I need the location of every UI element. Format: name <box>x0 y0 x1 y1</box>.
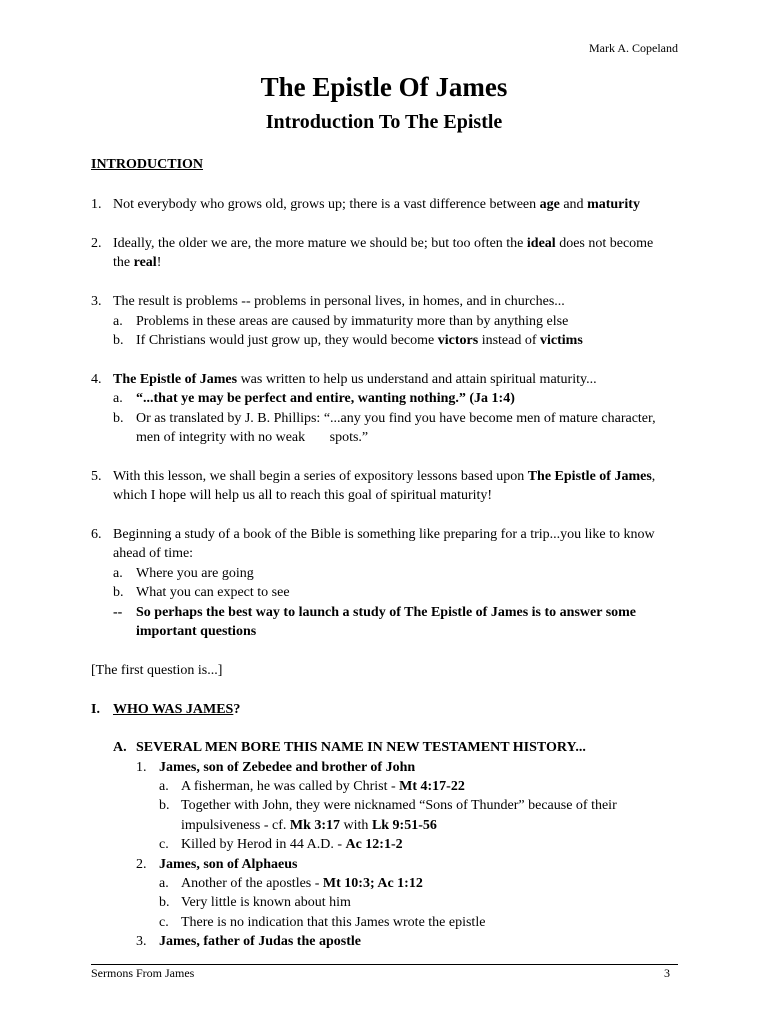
point-detail: There is no indication that this James wrote the epistle <box>181 915 486 930</box>
page-subtitle: Introduction To The Epistle <box>265 111 503 133</box>
page-number: 3 <box>664 966 670 980</box>
footer-title: Sermons From James <box>91 966 195 980</box>
sub-label: a. <box>159 779 169 794</box>
item-number: 6. <box>91 527 102 542</box>
intro-item-6b: What you can expect to see <box>136 585 290 600</box>
point-detail: Very little is known about him <box>181 895 351 910</box>
intro-item-6-dash-cont: important questions <box>136 624 257 639</box>
intro-item-6-dash: So perhaps the best way to launch a study of The Epistle of James is to answer some <box>136 605 637 620</box>
intro-item-3a: Problems in these areas are caused by immaturity more than by anything else <box>136 314 569 329</box>
point-detail: Killed by Herod in 44 A.D. - Ac 12:1-2 <box>181 837 403 852</box>
point-detail: Together with John, they were nicknamed “Sons of Thunder” because of their <box>181 798 617 813</box>
introduction-heading: INTRODUCTION <box>91 157 204 172</box>
sub-label: a. <box>113 314 123 329</box>
intro-item-6a: Where you are going <box>136 566 254 581</box>
footer-divider <box>91 964 678 965</box>
intro-item-4b: Or as translated by J. B. Phillips: “...any you find you have become men of mature character, <box>136 411 656 426</box>
subsection-heading: SEVERAL MEN BORE THIS NAME IN NEW TESTAMENT HISTORY... <box>136 740 586 755</box>
scripture-quote: “...that ye may be perfect and entire, wanting nothing.” (Ja 1:4) <box>136 391 515 406</box>
sub-label: a. <box>113 566 123 581</box>
intro-item-3: The result is problems -- problems in personal lives, in homes, and in churches... <box>113 294 565 309</box>
point-number: 2. <box>136 857 147 872</box>
sub-label: a. <box>113 391 123 406</box>
sub-label: -- <box>113 605 123 620</box>
sub-label: c. <box>159 915 169 930</box>
page-title: The Epistle Of James <box>260 72 508 102</box>
subsection-label: A. <box>113 740 127 755</box>
item-number: 2. <box>91 236 102 251</box>
intro-item-2: Ideally, the older we are, the more mature we should be; but too often the ideal does not become <box>113 236 654 251</box>
point-number: 3. <box>136 934 147 949</box>
section-number: I. <box>91 702 100 717</box>
point-heading: James, father of Judas the apostle <box>159 934 361 949</box>
sub-label: b. <box>159 895 170 910</box>
intro-item-5-cont: which I hope will help us all to reach this goal of spiritual maturity! <box>113 488 493 503</box>
sub-label: a. <box>159 876 169 891</box>
intro-item-4: The Epistle of James was written to help us understand and attain spiritual maturity... <box>113 372 597 387</box>
point-heading: James, son of Zebedee and brother of John <box>159 760 416 775</box>
intro-item-5: With this lesson, we shall begin a series of expository lessons based upon The Epistle of James, <box>113 469 656 484</box>
sub-label: c. <box>159 837 169 852</box>
item-number: 5. <box>91 469 102 484</box>
intro-item-3b: If Christians would just grow up, they would become victors instead of victims <box>136 333 583 348</box>
sub-label: b. <box>113 411 124 426</box>
item-number: 3. <box>91 294 102 309</box>
section-heading: WHO WAS JAMES? <box>113 702 241 717</box>
sub-label: b. <box>159 798 170 813</box>
point-heading: James, son of Alphaeus <box>159 857 298 872</box>
transition-note: [The first question is...] <box>91 663 223 678</box>
point-detail-cont: impulsiveness - cf. Mk 3:17 with Lk 9:51-56 <box>181 818 437 833</box>
intro-item-4b-cont: men of integrity with no weak spots.” <box>136 430 369 445</box>
point-detail: A fisherman, he was called by Christ - Mt 4:17-22 <box>181 779 465 794</box>
intro-item-1: Not everybody who grows old, grows up; there is a vast difference between age and maturity <box>113 197 640 212</box>
sub-label: b. <box>113 333 124 348</box>
item-number: 1. <box>91 197 102 212</box>
intro-item-6-cont: ahead of time: <box>113 546 194 561</box>
author-name: Mark A. Copeland <box>589 41 678 55</box>
item-number: 4. <box>91 372 102 387</box>
point-number: 1. <box>136 760 147 775</box>
point-detail: Another of the apostles - Mt 10:3; Ac 1:12 <box>181 876 423 891</box>
intro-item-6: Beginning a study of a book of the Bible is something like preparing for a trip...you like to know <box>113 527 655 542</box>
sub-label: b. <box>113 585 124 600</box>
intro-item-2-cont: the real! <box>113 255 162 270</box>
